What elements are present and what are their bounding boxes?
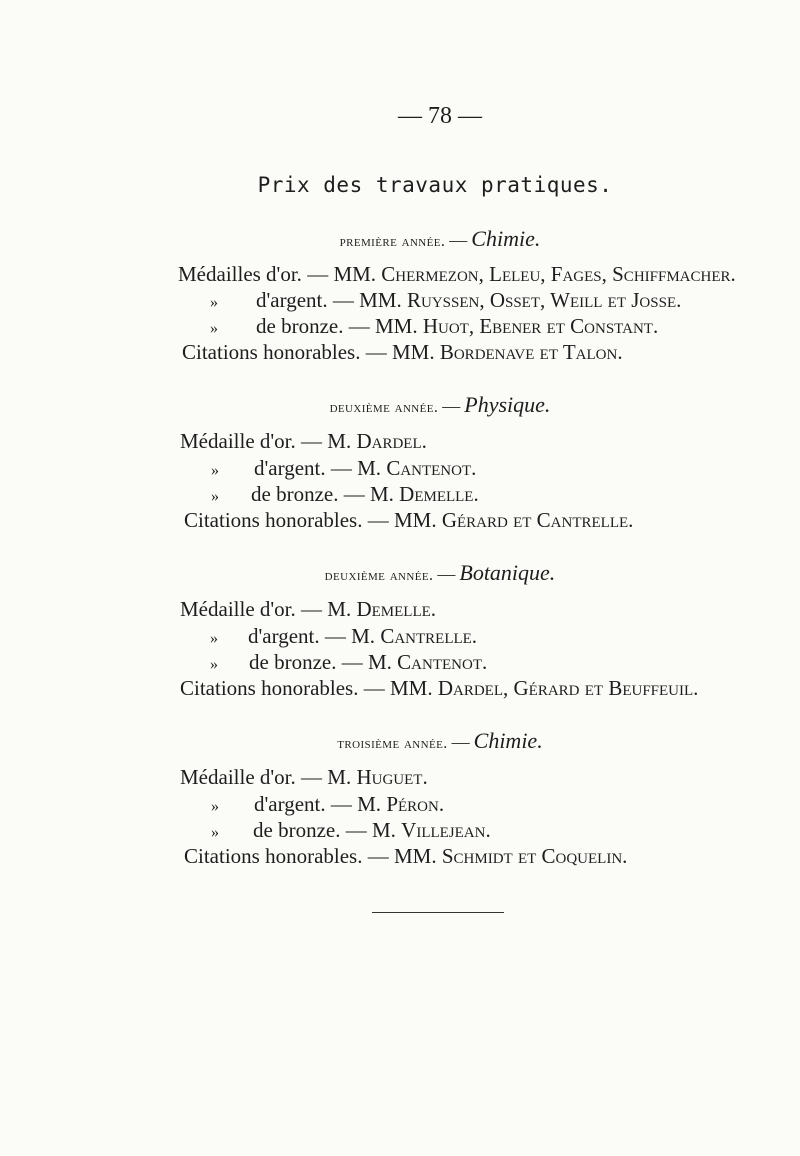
award-line <box>256 288 681 313</box>
award-type: Citations honorables. <box>182 340 361 364</box>
heading-dash: — <box>442 396 461 416</box>
award-names: Cantenot. <box>386 456 477 480</box>
subject-label: Physique. <box>464 392 551 417</box>
award-separator: — MM. <box>301 262 382 286</box>
award-type: Médaille d'or. <box>180 429 296 453</box>
award-line <box>178 262 736 287</box>
award-names: Gérard et Cantrelle. <box>441 508 634 532</box>
award-type: de bronze. <box>251 482 339 506</box>
award-line <box>180 597 436 622</box>
award-line <box>184 844 627 869</box>
heading-dash: — <box>449 230 468 250</box>
award-line <box>184 508 633 533</box>
award-separator: — M. <box>319 624 381 648</box>
year-label: deuxième année. <box>324 567 434 584</box>
award-type: d'argent. <box>256 288 328 312</box>
page-number: — 78 — <box>398 103 482 129</box>
section-heading <box>0 226 800 252</box>
award-line <box>253 818 491 843</box>
award-line <box>256 314 658 339</box>
award-separator: — MM. <box>327 288 407 312</box>
award-names: Dardel. <box>356 429 427 453</box>
page-title: Prix des travaux pratiques. <box>257 173 613 197</box>
award-line <box>254 792 444 817</box>
award-names: Péron. <box>386 792 445 816</box>
award-separator: — MM. <box>362 844 442 868</box>
award-type: d'argent. <box>248 624 320 648</box>
award-line <box>248 624 477 649</box>
award-type: de bronze. <box>256 314 344 338</box>
closing-rule <box>372 912 504 913</box>
award-line <box>211 792 219 817</box>
ditto-mark: » <box>211 824 219 841</box>
award-type: de bronze. <box>253 818 341 842</box>
year-label: première année. <box>339 233 446 250</box>
award-separator: — M. <box>338 482 400 506</box>
award-names: Schmidt et Coquelin. <box>441 844 628 868</box>
award-line <box>182 340 623 365</box>
award-line <box>180 676 698 701</box>
ditto-mark: » <box>210 294 218 311</box>
award-line <box>211 456 219 481</box>
ditto-mark: » <box>210 656 218 673</box>
subject-label: Chimie. <box>473 728 543 753</box>
award-separator: — M. <box>340 818 402 842</box>
award-separator: — M. <box>325 456 387 480</box>
award-separator: — MM. <box>362 508 442 532</box>
subject-label: Chimie. <box>471 226 541 251</box>
heading-dash: — <box>437 564 456 584</box>
award-names: Chermezon, Leleu, Fages, Schiffmacher. <box>381 262 736 286</box>
award-names: Huot, Ebener et Constant. <box>422 314 659 338</box>
heading-dash: — <box>451 732 470 752</box>
award-type: d'argent. <box>254 456 326 480</box>
award-type: Médaille d'or. <box>180 597 296 621</box>
award-separator: — MM. <box>360 340 440 364</box>
award-names: Villejean. <box>401 818 491 842</box>
award-line <box>210 314 218 339</box>
award-line <box>211 482 219 507</box>
award-names: Bordenave et Talon. <box>439 340 623 364</box>
award-line <box>254 456 476 481</box>
award-line <box>211 818 219 843</box>
award-type: Citations honorables. <box>184 508 363 532</box>
award-type: Médaille d'or. <box>180 765 296 789</box>
section-heading <box>0 392 800 418</box>
ditto-mark: » <box>211 488 219 505</box>
ditto-mark: » <box>210 320 218 337</box>
subject-label: Botanique. <box>459 560 556 585</box>
award-line <box>210 624 218 649</box>
award-line <box>249 650 487 675</box>
award-line <box>210 288 218 313</box>
section-heading <box>0 560 800 586</box>
award-line <box>180 765 428 790</box>
award-type: Médailles d'or. <box>178 262 302 286</box>
award-type: Citations honorables. <box>184 844 363 868</box>
section-heading <box>0 728 800 754</box>
award-names: Ruyssen, Osset, Weill et Josse. <box>406 288 682 312</box>
award-separator: — M. <box>336 650 398 674</box>
award-separator: — M. <box>325 792 387 816</box>
award-separator: — M. <box>295 429 357 453</box>
award-type: d'argent. <box>254 792 326 816</box>
year-label: troisième année. <box>337 735 448 752</box>
award-separator: — M. <box>295 765 357 789</box>
award-line <box>210 650 218 675</box>
award-names: Cantrelle. <box>380 624 478 648</box>
award-names: Dardel, Gérard et Beuffeuil. <box>437 676 699 700</box>
award-type: Citations honorables. <box>180 676 359 700</box>
award-names: Demelle. <box>399 482 479 506</box>
award-names: Cantenot. <box>397 650 488 674</box>
award-separator: — M. <box>295 597 357 621</box>
award-line <box>180 429 427 454</box>
award-line <box>251 482 479 507</box>
award-names: Huguet. <box>356 765 428 789</box>
ditto-mark: » <box>210 630 218 647</box>
year-label: deuxième année. <box>329 399 439 416</box>
award-names: Demelle. <box>356 597 437 621</box>
award-separator: — MM. <box>343 314 423 338</box>
ditto-mark: » <box>211 798 219 815</box>
award-separator: — MM. <box>358 676 438 700</box>
ditto-mark: » <box>211 462 219 479</box>
award-type: de bronze. <box>249 650 337 674</box>
